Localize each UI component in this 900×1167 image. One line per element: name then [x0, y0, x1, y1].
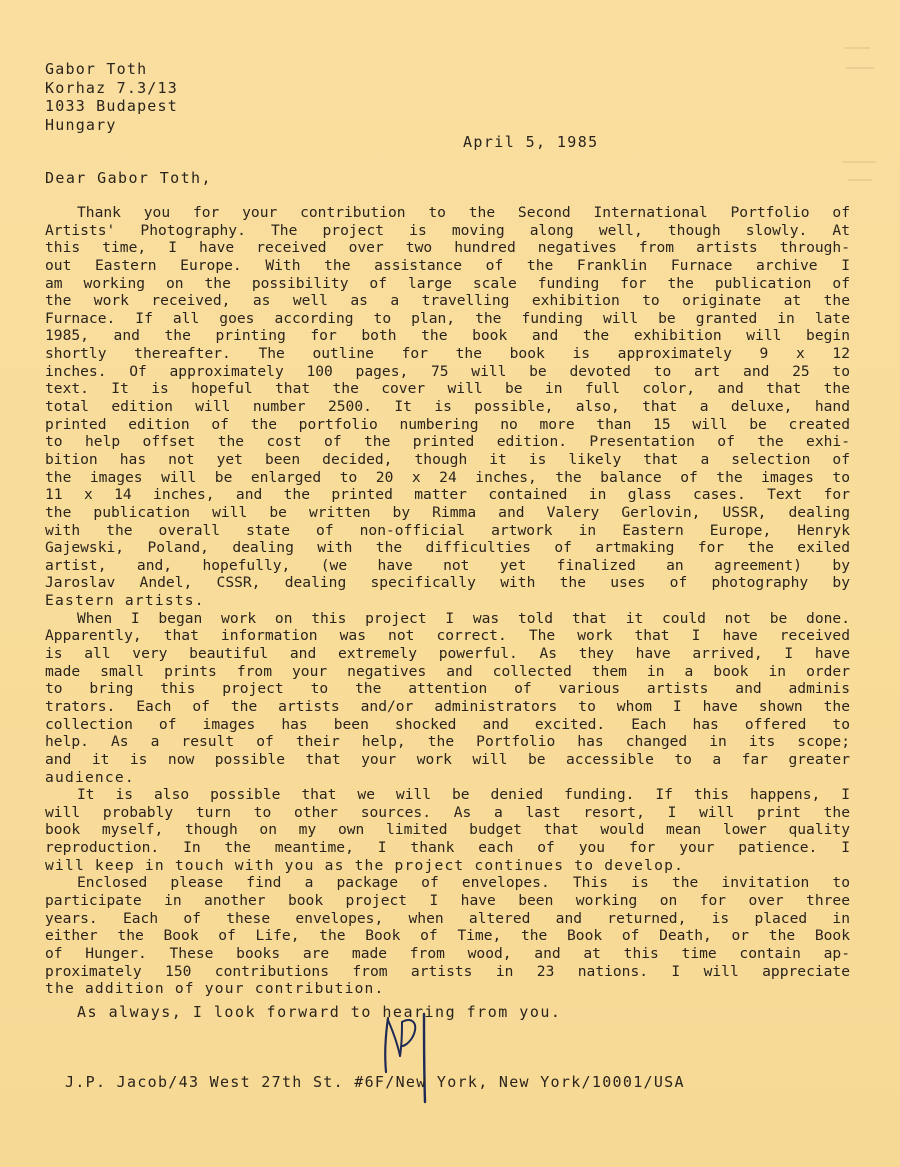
body-line: of Hunger. These books are made from wood, and at this time contain ap- — [45, 944, 850, 962]
body-line: total edition will number 2500. It is possible, also, that a deluxe, hand — [45, 398, 850, 416]
body-line: help. As a result of their help, the Portfolio has changed in its scope; — [45, 733, 850, 751]
letter-date: April 5, 1985 — [463, 133, 599, 151]
body-line: collection of images has been shocked and excited. Each has offered to — [45, 715, 850, 733]
body-line: 11 x 14 inches, and the printed matter contained in glass cases. Text for — [45, 486, 850, 504]
body-line: trators. Each of the artists and/or administrators to whom I have shown the — [45, 697, 850, 715]
address-line: Korhaz 7.3/13 — [45, 78, 178, 97]
body-line: reproduction. In the meantime, I thank each of you for your patience. I — [45, 839, 850, 857]
body-line: shortly thereafter. The outline for the book is approximately 9 x 12 — [45, 345, 850, 363]
body-line: It is also possible that we will be denied funding. If this happens, I — [77, 786, 850, 804]
closing-line: As always, I look forward to hearing from you. — [77, 1003, 562, 1021]
body-line: inches. Of approximately 100 pages, 75 will be devoted to art and 25 to — [45, 362, 850, 380]
body-line: to help offset the cost of the printed edition. Presentation of the exhi- — [45, 433, 850, 451]
body-line: out Eastern Europe. With the assistance of the Franklin Furnace archive I — [45, 256, 850, 274]
handwritten-signature — [372, 1010, 452, 1110]
body-line: Enclosed please find a package of envelopes. This is the invitation to — [77, 874, 850, 892]
letter-body — [45, 204, 850, 998]
body-line: Apparently, that information was not correct. The work that I have received — [45, 627, 850, 645]
body-line: audience. — [45, 768, 135, 786]
body-line: either the Book of Life, the Book of Time, the Book of Death, or the Book — [45, 927, 850, 945]
address-line: 1033 Budapest — [45, 97, 178, 115]
sender-address-footer: J.P. Jacob/43 West 27th St. #6F/New York, New York/10001/USA — [65, 1073, 685, 1091]
recipient-address — [45, 60, 178, 134]
body-line: Jaroslav Andel, CSSR, dealing specifically with the uses of photography by — [45, 574, 850, 592]
body-line: the addition of your contribution. — [45, 980, 385, 998]
body-line: participate in another book project I have been working on for over three — [45, 891, 850, 909]
body-line: Artists' Photography. The project is moving along well, though slowly. At — [45, 221, 850, 239]
body-line: Gajewski, Poland, dealing with the difficulties of artmaking for the exiled — [45, 539, 850, 557]
body-line: with the overall state of non-official artwork in Eastern Europe, Henryk — [45, 521, 850, 539]
body-line: Thank you for your contribution to the Second International Portfolio of — [77, 204, 850, 221]
body-line: artist, and, hopefully, (we have not yet finalized an agreement) by — [45, 556, 850, 574]
body-line: printed edition of the portfolio numbering no more than 15 will be created — [45, 415, 850, 433]
bleed-through-marks — [840, 40, 880, 210]
body-line: bition has not yet been decided, though it is likely that a selection of — [45, 450, 850, 468]
body-line: years. Each of these envelopes, when altered and returned, is placed in — [45, 909, 850, 927]
body-line: is all very beautiful and extremely powerful. As they have arrived, I have — [45, 645, 850, 663]
body-line: to bring this project to the attention of various artists and adminis — [45, 680, 850, 698]
body-line: will keep in touch with you as the project continues to develop. — [45, 856, 685, 874]
body-line: the work received, as well as a travelling exhibition to originate at the — [45, 292, 850, 310]
body-line: Furnace. If all goes according to plan, the funding will be granted in late — [45, 309, 850, 327]
address-line: Gabor Toth — [45, 60, 148, 78]
body-line: 1985, and the printing for both the book and the exhibition will begin — [45, 327, 850, 345]
body-line: am working on the possibility of large scale funding for the publication of — [45, 274, 850, 292]
body-line: the images will be enlarged to 20 x 24 inches, the balance of the images to — [45, 468, 850, 486]
body-line: When I began work on this project I was told that it could not be done. — [77, 609, 850, 627]
body-line: and it is now possible that your work will be accessible to a far greater — [45, 750, 850, 768]
body-line: made small prints from your negatives and collected them in a book in order — [45, 662, 850, 680]
body-line: Eastern artists. — [45, 592, 205, 610]
body-line: the publication will be written by Rimma and Valery Gerlovin, USSR, dealing — [45, 503, 850, 521]
body-line: will probably turn to other sources. As a last resort, I will print the — [45, 803, 850, 821]
body-line: text. It is hopeful that the cover will be in full color, and that the — [45, 380, 850, 398]
body-line: book myself, though on my own limited budget that would mean lower quality — [45, 821, 850, 839]
address-line: Hungary — [45, 115, 117, 134]
body-line: this time, I have received over two hundred negatives from artists through- — [45, 239, 850, 257]
salutation: Dear Gabor Toth, — [45, 169, 212, 187]
body-line: proximately 150 contributions from artists in 23 nations. I will appreciate — [45, 962, 850, 980]
